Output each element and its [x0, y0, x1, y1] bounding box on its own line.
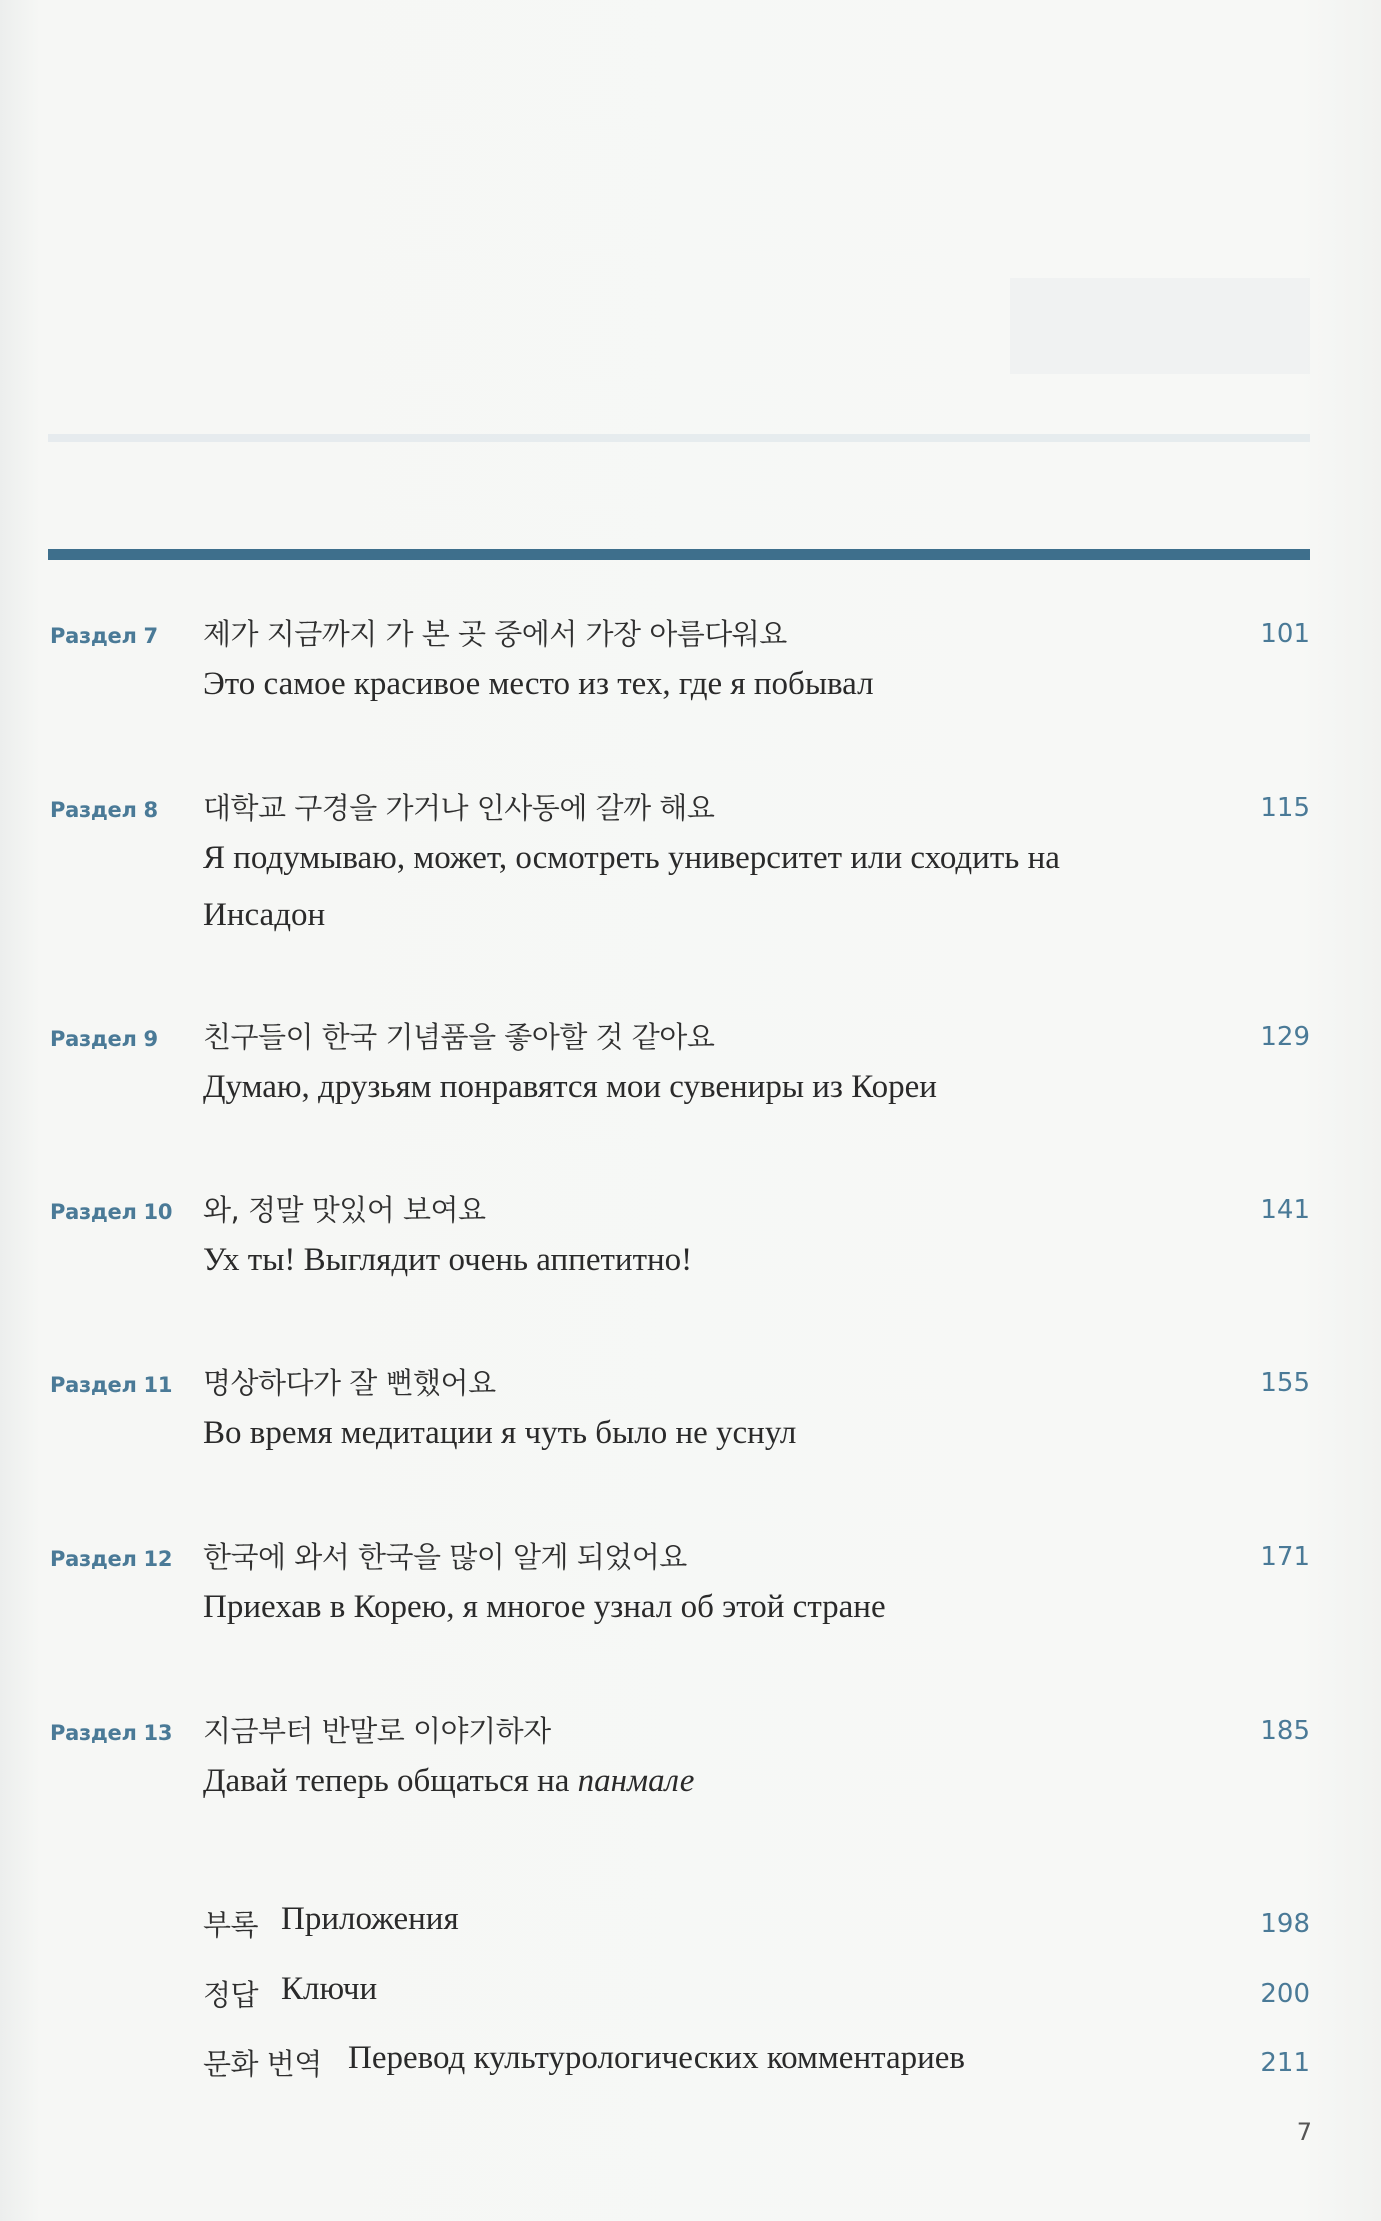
page-number: 200 — [1260, 1979, 1310, 2009]
toc-top-rule — [48, 549, 1310, 560]
page-number: 185 — [1260, 1716, 1310, 1746]
section-label: Раздел 9 — [50, 1027, 158, 1051]
section-label: Раздел 12 — [50, 1547, 173, 1571]
section-label: Раздел 10 — [50, 1200, 173, 1224]
appendix-russian: Ключи — [281, 1971, 378, 2007]
russian-title: Это самое красивое место из тех, где я побывал — [203, 666, 874, 702]
page-number: 101 — [1260, 619, 1310, 649]
page-number: 155 — [1260, 1368, 1310, 1398]
russian-title-italic: панмале — [577, 1763, 695, 1799]
korean-title: 명상하다가 잘 뻔했어요 — [203, 1366, 496, 1400]
page-number: 129 — [1260, 1022, 1310, 1052]
korean-title: 대학교 구경을 가거나 인사동에 갈까 해요 — [203, 791, 715, 825]
korean-title: 친구들이 한국 기념품을 좋아할 것 같아요 — [203, 1020, 715, 1054]
appendix-korean: 문화 번역 — [203, 2047, 322, 2081]
page-number: 211 — [1260, 2048, 1310, 2078]
page-number: 198 — [1260, 1909, 1310, 1939]
korean-title: 한국에 와서 한국을 많이 알게 되었어요 — [203, 1540, 687, 1574]
page-number: 141 — [1260, 1195, 1310, 1225]
appendix-russian: Перевод культурологических комментариев — [348, 2040, 965, 2076]
show-through-box — [1010, 278, 1310, 374]
russian-title: Ух ты! Выглядит очень аппетитно! — [203, 1242, 693, 1278]
appendix-russian: Приложения — [281, 1901, 459, 1937]
section-label: Раздел 11 — [50, 1373, 173, 1397]
russian-title: Приехав в Корею, я многое узнал об этой стране — [203, 1589, 886, 1625]
korean-title: 지금부터 반말로 이야기하자 — [203, 1714, 551, 1748]
appendix-korean: 정답 — [203, 1978, 259, 2012]
russian-title: Думаю, друзьям понравятся мои сувениры из Кореи — [203, 1069, 937, 1105]
section-label: Раздел 7 — [50, 624, 158, 648]
show-through-rule — [48, 434, 1310, 442]
page-number: 171 — [1260, 1542, 1310, 1572]
appendix-korean: 부록 — [203, 1908, 259, 1942]
section-label: Раздел 13 — [50, 1721, 173, 1745]
russian-title-prefix: Давай теперь общаться на — [203, 1763, 578, 1799]
korean-title: 제가 지금까지 가 본 곳 중에서 가장 아름다워요 — [203, 617, 787, 651]
russian-title: Я подумываю, может, осмотреть университет или сходить на Инсадон — [203, 840, 1060, 933]
russian-title: Во время медитации я чуть было не уснул — [203, 1415, 797, 1451]
page-folio: 7 — [1296, 2118, 1312, 2146]
russian-title — [203, 1753, 1163, 1810]
korean-title: 와, 정말 맛있어 보여요 — [203, 1193, 486, 1227]
page-number: 115 — [1260, 793, 1310, 823]
section-label: Раздел 8 — [50, 798, 158, 822]
